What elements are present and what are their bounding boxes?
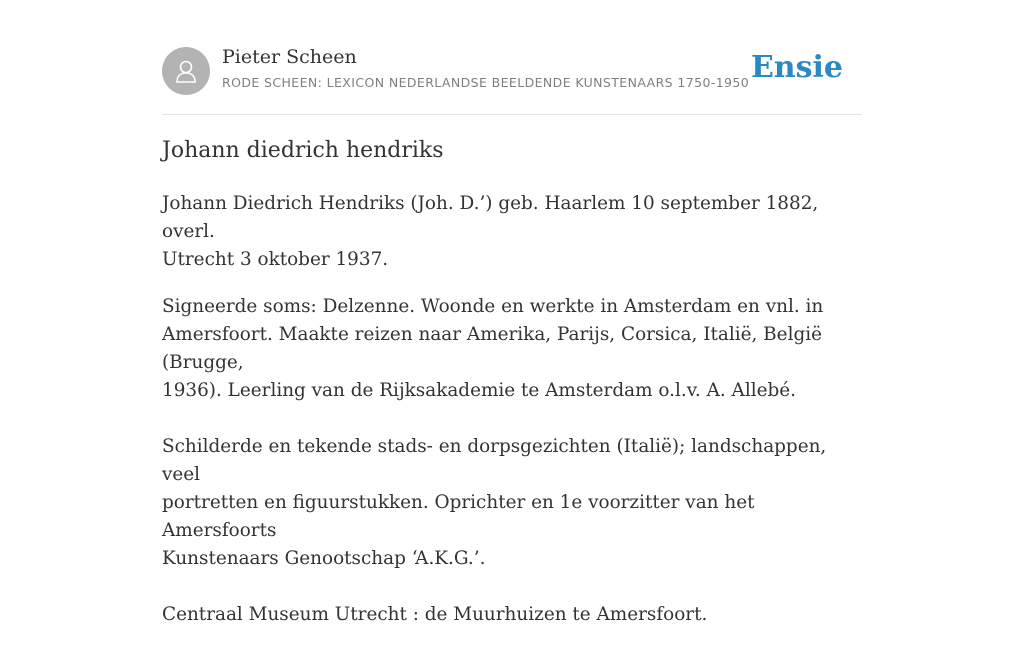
author-name[interactable]: Pieter Scheen <box>222 46 357 68</box>
paragraph-line: Schilderde en tekende stads- en dorpsgezichten (Italië); landschappen, veel <box>162 436 827 485</box>
paragraph-line: Kunstenaars Genootschap ‘A.K.G.’. <box>162 548 486 569</box>
article-body <box>162 190 862 648</box>
avatar[interactable] <box>162 47 210 95</box>
article-title: Johann diedrich hendriks <box>162 138 444 163</box>
source-title[interactable]: RODE SCHEEN: LEXICON NEDERLANDSE BEELDENDE KUNSTENAARS 1750-1950 <box>222 75 750 90</box>
author-header <box>162 44 862 115</box>
paragraph-line: Centraal Museum Utrecht : de Muurhuizen te Amersfoort. <box>162 604 708 625</box>
paragraph-line: portretten en figuurstukken. Oprichter en 1e voorzitter van het Amersfoorts <box>162 492 755 541</box>
user-icon <box>172 57 200 85</box>
ensie-logo[interactable]: Ensie <box>750 50 843 85</box>
paragraph-line: Utrecht 3 oktober 1937. <box>162 249 389 270</box>
paragraph-line: Signeerde soms: Delzenne. Woonde en werkte in Amsterdam en vnl. in <box>162 296 824 317</box>
article-paragraph <box>162 293 862 629</box>
paragraph-line: 1936). Leerling van de Rijksakademie te Amsterdam o.l.v. A. Allebé. <box>162 380 796 401</box>
paragraph-line: Johann Diedrich Hendriks (Joh. D.’) geb. Haarlem 10 september 1882, overl. <box>162 193 819 242</box>
paragraph-line: Amersfoort. Maakte reizen naar Amerika, Parijs, Corsica, Italië, België (Brugge, <box>162 324 822 373</box>
article-paragraph <box>162 190 862 274</box>
